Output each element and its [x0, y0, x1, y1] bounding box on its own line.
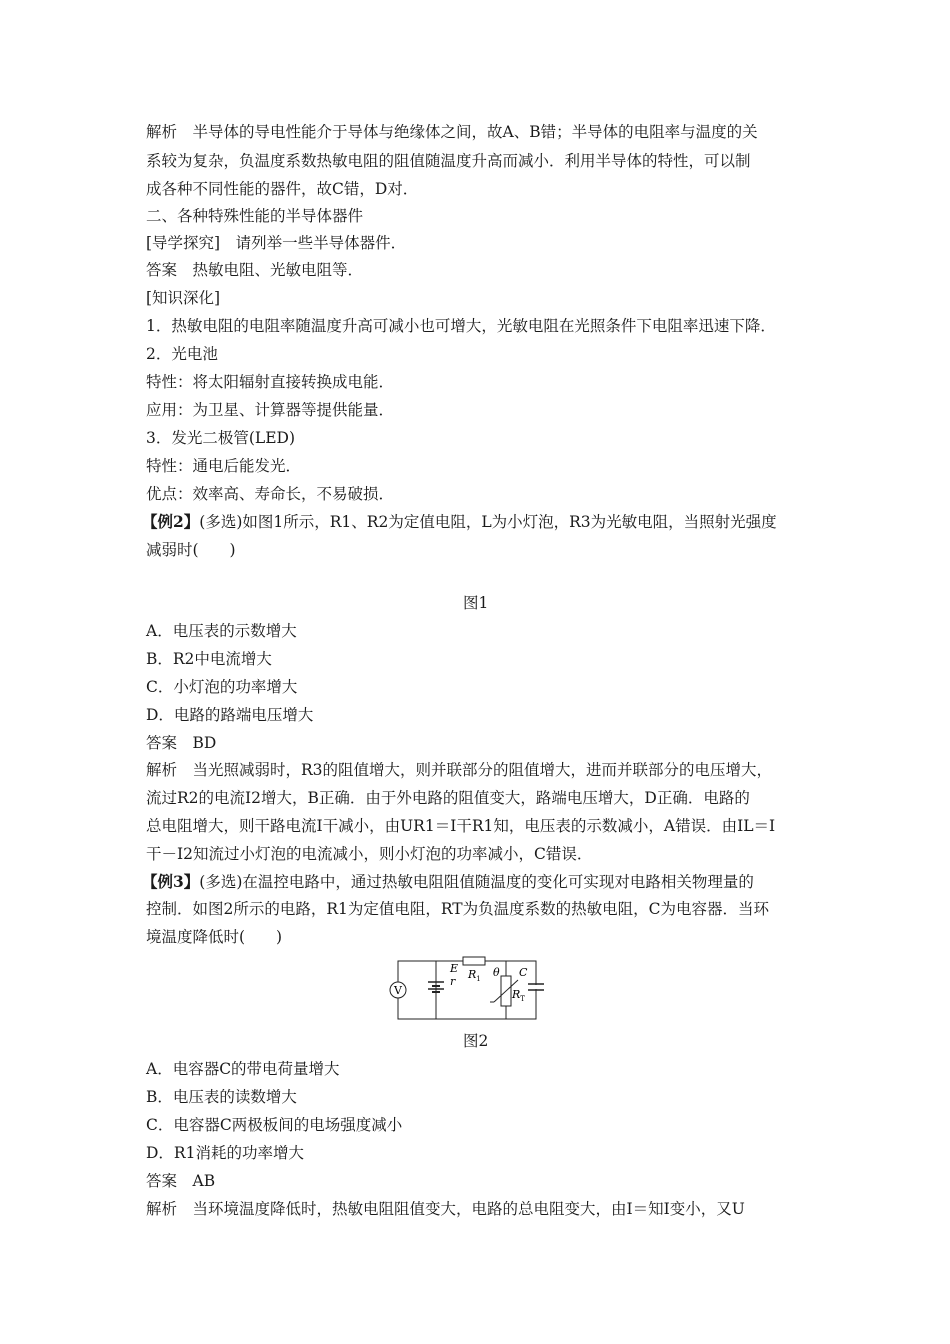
analysis-line: 总电阻增大，则干路电流I干减小，由UR1＝I干R1知，电压表的示数减小，A错误．由IL＝I: [146, 817, 776, 835]
paragraph: 3．发光二极管(LED): [146, 429, 295, 447]
voltmeter-label: V: [394, 984, 402, 997]
paragraph: 1．热敏电阻的电阻率随温度升高可减小也可增大，光敏电阻在光照条件下电阻率迅速下降．: [146, 317, 776, 335]
answer-line: 答案 AB: [146, 1172, 216, 1190]
analysis-line: 流过R2的电流I2增大，B正确．由于外电路的阻值变大，路端电压增大，D正确．电路的: [146, 789, 750, 807]
option: C．小灯泡的功率增大: [146, 678, 298, 696]
analysis-line: 解析 当环境温度降低时，热敏电阻阻值变大，电路的总电阻变大，由I＝知I变小，又U: [146, 1200, 745, 1218]
answer-line: 答案 热敏电阻、光敏电阻等．: [146, 261, 364, 279]
option: A．电容器C的带电荷量增大: [146, 1060, 340, 1078]
option: C．电容器C两极板间的电场强度减小: [146, 1116, 403, 1134]
resistor-r1: [463, 957, 485, 965]
rt-label: $R_T$: [512, 988, 525, 1003]
option: D．R1消耗的功率增大: [146, 1144, 304, 1162]
paragraph: [导学探究] 请列举一些半导体器件．: [146, 234, 407, 252]
paragraph: 优点：效率高、寿命长，不易破损．: [146, 485, 395, 503]
paragraph: 系较为复杂，负温度系数热敏电阻的阻值随温度升高而减小．利用半导体的特性，可以制: [146, 152, 751, 170]
example-tag: 【例3】: [142, 872, 200, 891]
example3-question-cont: 境温度降低时( ): [146, 928, 283, 946]
emf-label: E: [450, 962, 459, 975]
example3-question: 【例3】(多选)在温控电路中，通过热敏电阻阻值随温度的变化可实现对电路相关物理量的: [142, 872, 754, 891]
paragraph: 特性：将太阳辐射直接转换成电能．: [146, 373, 395, 391]
example2-question-cont: 减弱时( ): [146, 541, 236, 559]
option: A．电压表的示数增大: [146, 622, 297, 640]
internal-resistance-label: r: [450, 975, 456, 988]
paragraph: 应用：为卫星、计算器等提供能量．: [146, 401, 395, 419]
paragraph: [知识深化]: [146, 289, 221, 307]
capacitor-label: C: [519, 966, 528, 979]
option: B．电压表的读数增大: [146, 1088, 297, 1106]
r1-label: $R_1$: [468, 968, 481, 983]
paragraph: 解析 半导体的导电性能介于导体与绝缘体之间，故A、B错；半导体的电阻率与温度的关: [146, 123, 758, 141]
answer-line: 答案 BD: [146, 734, 217, 752]
figure2-caption: 图2: [463, 1032, 489, 1050]
option: B．R2中电流增大: [146, 650, 272, 668]
example3-question-cont: 控制．如图2所示的电路，R1为定值电阻，RT为负温度系数的热敏电阻，C为电容器．当环: [146, 900, 769, 918]
example2-question: 【例2】(多选)如图1所示，R1、R2为定值电阻，L为小灯泡，R3为光敏电阻，当照射光强度: [142, 512, 777, 531]
theta-label: θ: [493, 966, 500, 979]
circuit-diagram: [386, 952, 546, 1026]
analysis-line: 干－I2知流过小灯泡的电流减小，则小灯泡的功率减小，C错误．: [146, 845, 593, 863]
paragraph: 2．光电池: [146, 345, 218, 363]
figure1-caption: 图1: [463, 594, 489, 612]
section-heading: 二、各种特殊性能的半导体器件: [146, 207, 364, 225]
analysis-line: 解析 当光照减弱时，R3的阻值增大，则并联部分的阻值增大，进而并联部分的电压增大，: [146, 761, 773, 779]
option: D．电路的路端电压增大: [146, 706, 314, 724]
example-tag: 【例2】: [142, 512, 200, 531]
paragraph: 特性：通电后能发光．: [146, 457, 302, 475]
paragraph: 成各种不同性能的器件，故C错，D对．: [146, 180, 419, 198]
